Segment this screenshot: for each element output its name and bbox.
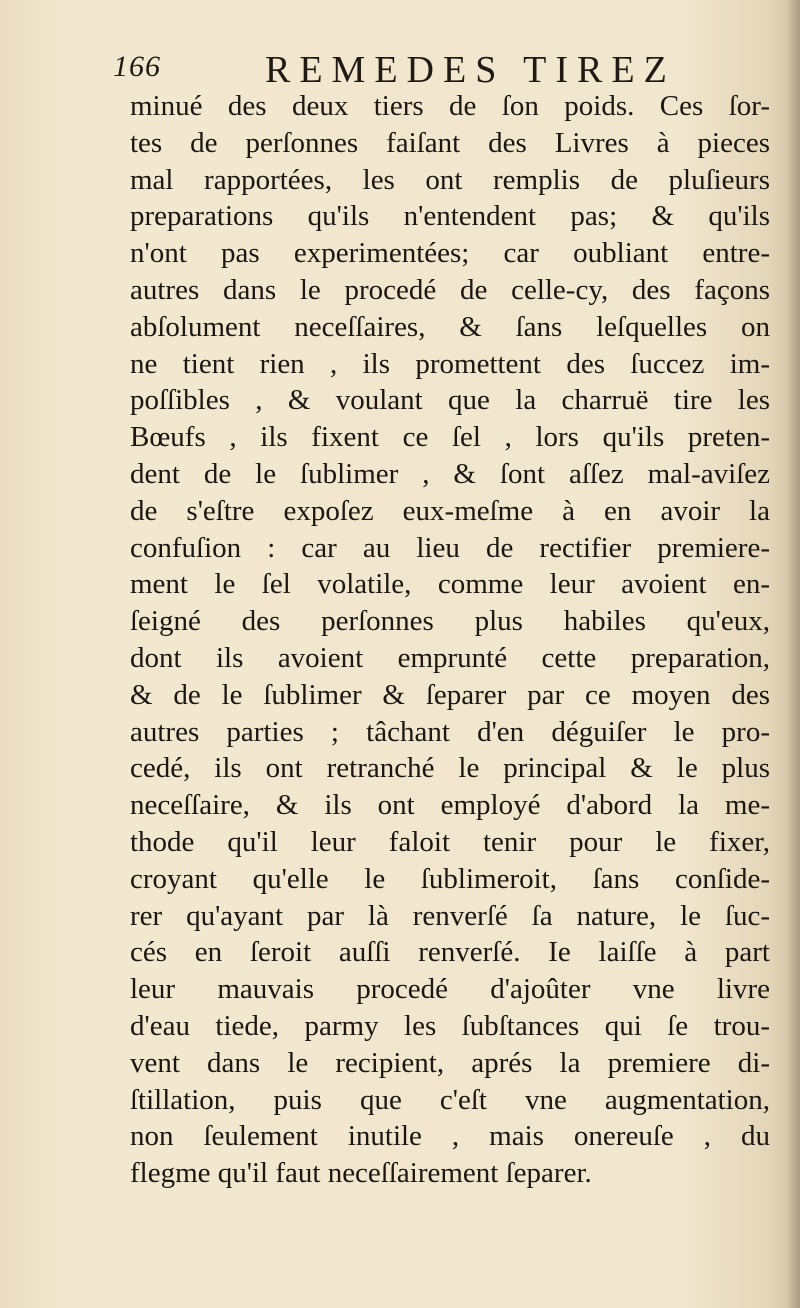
text-line: ne tient rien , ils promettent des ſuccez im- bbox=[130, 347, 770, 380]
text-line: abſolument neceſſaires, & ſans leſquelles on bbox=[130, 310, 770, 343]
text-line: cés en ſeroit auſſi renverſé. Ie laiſſe à part bbox=[130, 936, 770, 969]
text-line: rer qu'ayant par là renverſé ſa nature, le ſuc- bbox=[130, 899, 770, 932]
text-line: ſtillation, puis que c'eſt vne augmentation, bbox=[130, 1083, 770, 1116]
text-line: mal rapportées, les ont remplis de pluſieurs bbox=[130, 163, 770, 196]
text-line: dont ils avoient emprunté cette preparation, bbox=[130, 641, 770, 674]
text-line: poſſibles , & voulant que la charruë tire les bbox=[130, 384, 770, 417]
text-line: vent dans le recipient, aprés la premiere di- bbox=[130, 1046, 770, 1079]
text-line: Bœufs , ils fixent ce ſel , lors qu'ils preten- bbox=[130, 421, 770, 454]
text-line: n'ont pas experimentées; car oubliant entre- bbox=[130, 237, 770, 270]
text-line: flegme qu'il faut neceſſairement ſeparer. bbox=[130, 1157, 592, 1190]
text-line: autres dans le procedé de celle-cy, des façons bbox=[130, 273, 770, 306]
text-line: leur mauvais procedé d'ajoûter vne livre bbox=[130, 973, 770, 1006]
text-line: neceſſaire, & ils ont employé d'abord la me- bbox=[130, 789, 770, 822]
running-head: REMEDES TIREZ bbox=[265, 49, 676, 91]
text-line: thode qu'il leur faloit tenir pour le fixer, bbox=[130, 825, 770, 858]
text-line: preparations qu'ils n'entendent pas; & qu'ils bbox=[130, 200, 770, 233]
text-line: d'eau tiede, parmy les ſubſtances qui ſe trou- bbox=[130, 1009, 770, 1042]
text-line: minué des deux tiers de ſon poids. Ces ſor- bbox=[130, 90, 770, 122]
text-line: ment le ſel volatile, comme leur avoient en- bbox=[130, 568, 770, 601]
text-line: dent de le ſublimer , & ſont aſſez mal-aviſez bbox=[130, 457, 770, 490]
text-line: de s'eſtre expoſez eux-meſme à en avoir la bbox=[130, 494, 770, 527]
text-line: croyant qu'elle le ſublimeroit, ſans conſide- bbox=[130, 862, 770, 895]
text-line: autres parties ; tâchant d'en déguiſer le pro- bbox=[130, 715, 770, 748]
text-line: ſeigné des perſonnes plus habiles qu'eux, bbox=[130, 605, 770, 638]
page-header bbox=[113, 48, 676, 91]
text-line: cedé, ils ont retranché le principal & le plus bbox=[130, 752, 770, 785]
text-line: & de le ſublimer & ſeparer par ce moyen des bbox=[130, 678, 770, 711]
body-text bbox=[130, 88, 770, 1192]
text-line: confuſion : car au lieu de rectifier premiere- bbox=[130, 531, 770, 564]
page-edge-shadow bbox=[786, 0, 800, 1308]
page-number: 166 bbox=[113, 50, 161, 83]
text-line: tes de perſonnes faiſant des Livres à pieces bbox=[130, 126, 770, 159]
text-line: non ſeulement inutile , mais onereuſe , du bbox=[130, 1120, 770, 1153]
